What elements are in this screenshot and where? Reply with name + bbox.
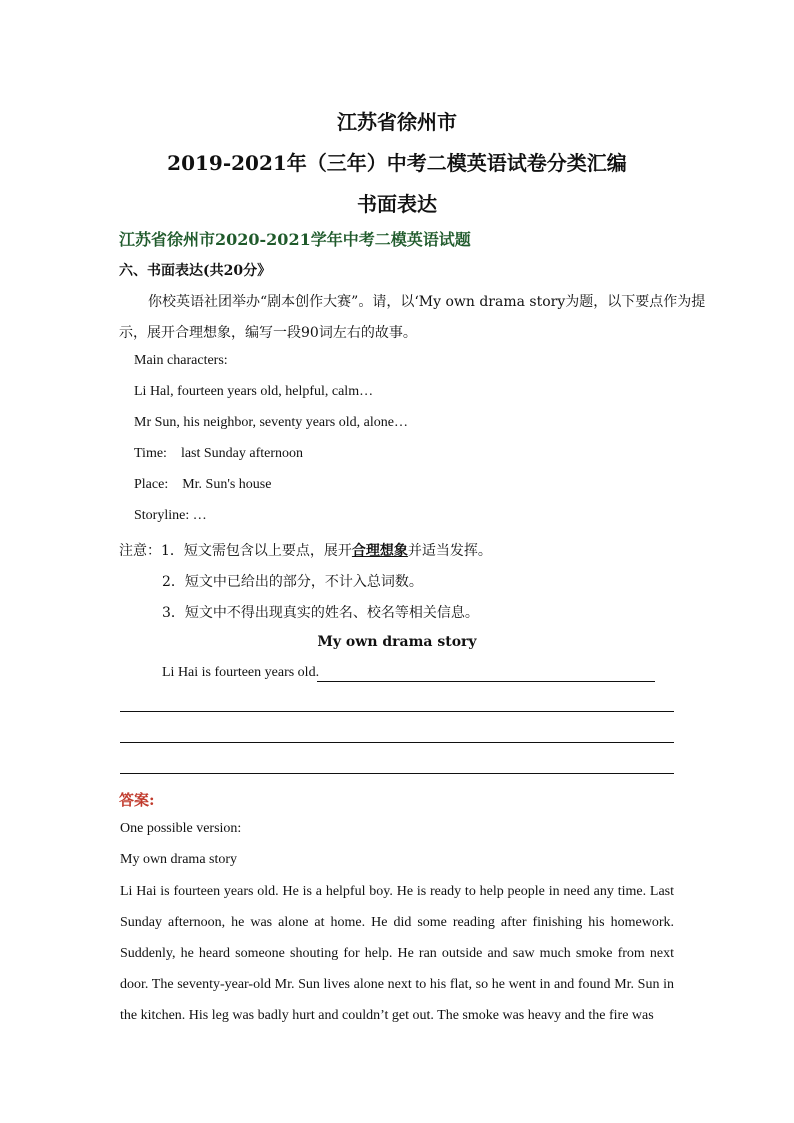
- source-heading: 江苏省徐州市2020-2021学年中考二模英语试题: [119, 230, 471, 249]
- note-1-suffix: 并适当发挥。: [407, 543, 492, 559]
- title-line-1: 江苏省徐州市: [337, 110, 457, 134]
- answer-label: 答案:: [119, 791, 155, 809]
- answer-line-3: [120, 742, 674, 743]
- title-line-3: 书面表达: [357, 192, 437, 216]
- info-time: Time: last Sunday afternoon: [134, 446, 304, 461]
- note-1: [119, 540, 492, 560]
- info-place: Place: Mr. Sun's house: [134, 477, 272, 492]
- answer-intro: One possible version:: [120, 821, 242, 836]
- answer-line-1: [317, 681, 655, 682]
- note-2: 2．短文中已给出的部分，不计入总词数。: [162, 574, 423, 590]
- info-storyline: Storyline: …: [134, 508, 207, 523]
- note-3: 3．短文中不得出现真实的姓名、校名等相关信息。: [162, 605, 479, 621]
- prompt-line-1: 你校英语社团举办“剧本创作大赛”。请，以‘My own drama story为题，以下要点作为提: [148, 294, 706, 310]
- prompt-line-2: 示，展开合理想象，编写一段90词左右的故事。: [119, 325, 417, 341]
- answer-title: My own drama story: [120, 852, 238, 867]
- essay-start: Li Hai is fourteen years old.: [162, 665, 320, 680]
- title-line-2: 2019-2021年（三年）中考二模英语试卷分类汇编: [167, 151, 627, 175]
- note-1-prefix: 注意：1．短文需包含以上要点，展开: [119, 543, 352, 559]
- info-main-characters: Main characters:: [134, 353, 228, 368]
- info-character-2: Mr Sun, his neighbor, seventy years old, alone…: [134, 415, 408, 430]
- essay-title: My own drama story: [317, 634, 477, 650]
- answer-line-4: [120, 773, 674, 774]
- answer-line-2: [120, 711, 674, 712]
- section-title: 六、书面表达(共20分》: [119, 263, 272, 279]
- note-1-emphasis: 合理想象: [351, 543, 408, 559]
- answer-paragraph: Li Hai is fourteen years old. He is a helpful boy. He is ready to help people in need any time. Last Sunday afternoon, he was alone at home. He did some reading after finishing his homework. Suddenly, he heard someone shouting for help. He ran outside and saw much smoke from next door. The seventy-year-old Mr. Sun lives alone next to his flat, so he went in and found Mr. Sun in the kitchen. His leg was badly hurt and couldn’t get out. The smoke was heavy and the fire was: [120, 884, 674, 1023]
- info-character-1: Li Hal, fourteen years old, helpful, calm…: [134, 384, 374, 399]
